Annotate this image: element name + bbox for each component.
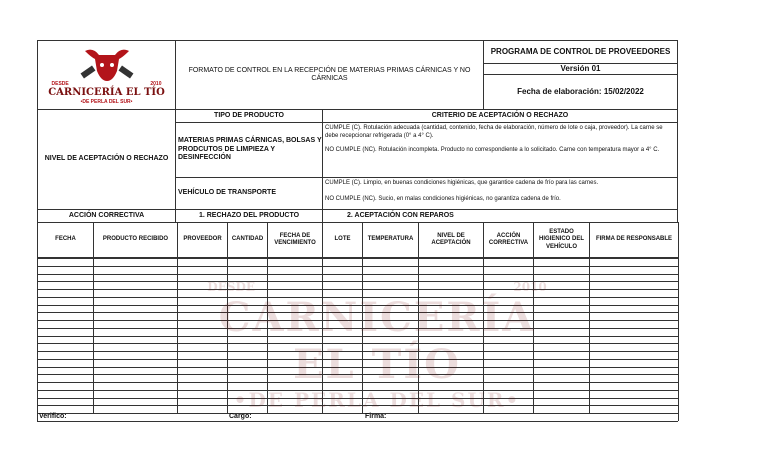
logo-name: CARNICERÍA EL TÍO xyxy=(48,87,165,98)
table-row-line xyxy=(37,343,678,344)
criteria-header: CRITERIO DE ACEPTACIÓN O RECHAZO xyxy=(322,109,678,123)
column-header: LOTE xyxy=(322,222,363,258)
table-row-line xyxy=(37,405,678,406)
table-column-line xyxy=(177,258,178,413)
table-column-line xyxy=(533,258,534,413)
table-row-line xyxy=(37,297,678,298)
table-column-line xyxy=(93,258,94,413)
table-row-line xyxy=(37,398,678,399)
column-header: TEMPERATURA xyxy=(362,222,419,258)
table-column-line xyxy=(267,258,268,413)
table-row-line xyxy=(37,258,678,259)
logo-cell xyxy=(37,40,176,110)
column-header: CANTIDAD xyxy=(227,222,268,258)
table-row-line xyxy=(37,359,678,360)
table-row-line xyxy=(37,351,678,352)
table-column-line xyxy=(362,258,363,413)
corrective-label: ACCIÓN CORRECTIVA xyxy=(37,209,176,223)
footer-line xyxy=(37,421,678,422)
level-label: NIVEL DE ACEPTACIÓN O RECHAZO xyxy=(37,109,176,210)
vehicle-cumple: CUMPLE (C). Limpio, en buenas condiciones higiénicas, que garantice cadena de frío para las carnes. xyxy=(325,180,599,186)
product-vehicle-label: VEHÍCULO DE TRANSPORTE xyxy=(175,177,323,210)
control-sheet xyxy=(37,40,678,422)
logo-year: 2010 xyxy=(150,81,162,87)
table-column-line xyxy=(322,258,323,413)
meat-cumple: CUMPLE (C). Rotulación adecuada (cantidad, contenido, fecha de elaboración, número de lote o caja, proveedor). La carne se debe recepcionar refrigerada (0° a 4° C). xyxy=(325,125,663,140)
bull-logo-icon xyxy=(77,45,137,85)
table-row-line xyxy=(37,328,678,329)
logo-tagline: •DE PERLA DEL SUR• xyxy=(80,99,133,105)
table-row-line xyxy=(37,413,678,414)
table-column-line xyxy=(227,258,228,413)
column-header: ESTADO HIGIENICO DEL VEHÍCULO xyxy=(533,222,590,258)
program-title: PROGRAMA DE CONTROL DE PROVEEDORES xyxy=(483,40,678,64)
column-header: PROVEEDOR xyxy=(177,222,228,258)
footer-firma: Firma: xyxy=(365,413,387,420)
watermark-name: CARNICERÍA EL TÍO xyxy=(218,294,536,388)
column-header: PRODUCTO RECIBIDO xyxy=(93,222,178,258)
table-row-line xyxy=(37,382,678,383)
footer-border xyxy=(37,413,38,421)
column-header: FECHA xyxy=(37,222,94,258)
table-row-line xyxy=(37,390,678,391)
product-type-header: TIPO DE PRODUCTO xyxy=(175,109,323,123)
watermark-logo xyxy=(187,280,567,420)
table-row-line xyxy=(37,266,678,267)
table-row-line xyxy=(37,367,678,368)
table-column-line xyxy=(418,258,419,413)
column-header: NIVEL DE ACEPTACIÓN xyxy=(418,222,484,258)
corrective-option-1: 1. RECHAZO DEL PRODUCTO xyxy=(175,209,323,223)
table-row-line xyxy=(37,336,678,337)
footer-verifico: Verifico: xyxy=(39,413,67,420)
table-row-line xyxy=(37,320,678,321)
table-row-line xyxy=(37,374,678,375)
meat-no-cumple: NO CUMPLE (NC). Rotulación incompleta. Producto no correspondiente a lo solicitado. Carne con temperatura mayor a 4° C. xyxy=(325,147,660,154)
vehicle-no-cumple: NO CUMPLE (NC). Sucio, en malas condiciones higiénicas, no garantiza cadena de frío. xyxy=(325,196,561,203)
product-meat-criteria xyxy=(322,122,678,178)
logo-desde: DESDE xyxy=(51,81,69,87)
column-header: ACCIÓN CORRECTIVA xyxy=(483,222,534,258)
watermark-year: 2010 xyxy=(513,280,547,294)
table-column-line xyxy=(678,258,679,413)
version-label: Versión 01 xyxy=(483,63,678,75)
table-row-line xyxy=(37,281,678,282)
footer-cargo: Cargo: xyxy=(229,413,252,420)
column-header: FECHA DE VENCIMIENTO xyxy=(267,222,323,258)
table-row-line xyxy=(37,289,678,290)
table-row-line xyxy=(37,312,678,313)
table-column-line xyxy=(37,258,38,413)
table-column-line xyxy=(483,258,484,413)
watermark-tagline: •DE PERLA DEL SUR• xyxy=(233,388,521,412)
column-header: FIRMA DE RESPONSABLE xyxy=(589,222,679,258)
creation-date: Fecha de elaboración: 15/02/2022 xyxy=(483,74,678,110)
footer-border xyxy=(678,413,679,421)
product-vehicle-criteria xyxy=(322,177,678,210)
corrective-option-2: 2. ACEPTACIÓN CON REPAROS xyxy=(322,209,678,223)
table-column-line xyxy=(589,258,590,413)
table-row-line xyxy=(37,274,678,275)
product-meat-label: MATERIAS PRIMAS CÁRNICAS, BOLSAS Y PRODCUTOS DE LIMPIEZA Y DESINFECCIÓN xyxy=(175,122,323,178)
table-row-line xyxy=(37,305,678,306)
watermark-desde: DESDE xyxy=(207,280,255,294)
format-title: FORMATO DE CONTROL EN LA RECEPCIÓN DE MATERIAS PRIMAS CÁRNICAS Y NO CÁRNICAS xyxy=(175,40,484,110)
